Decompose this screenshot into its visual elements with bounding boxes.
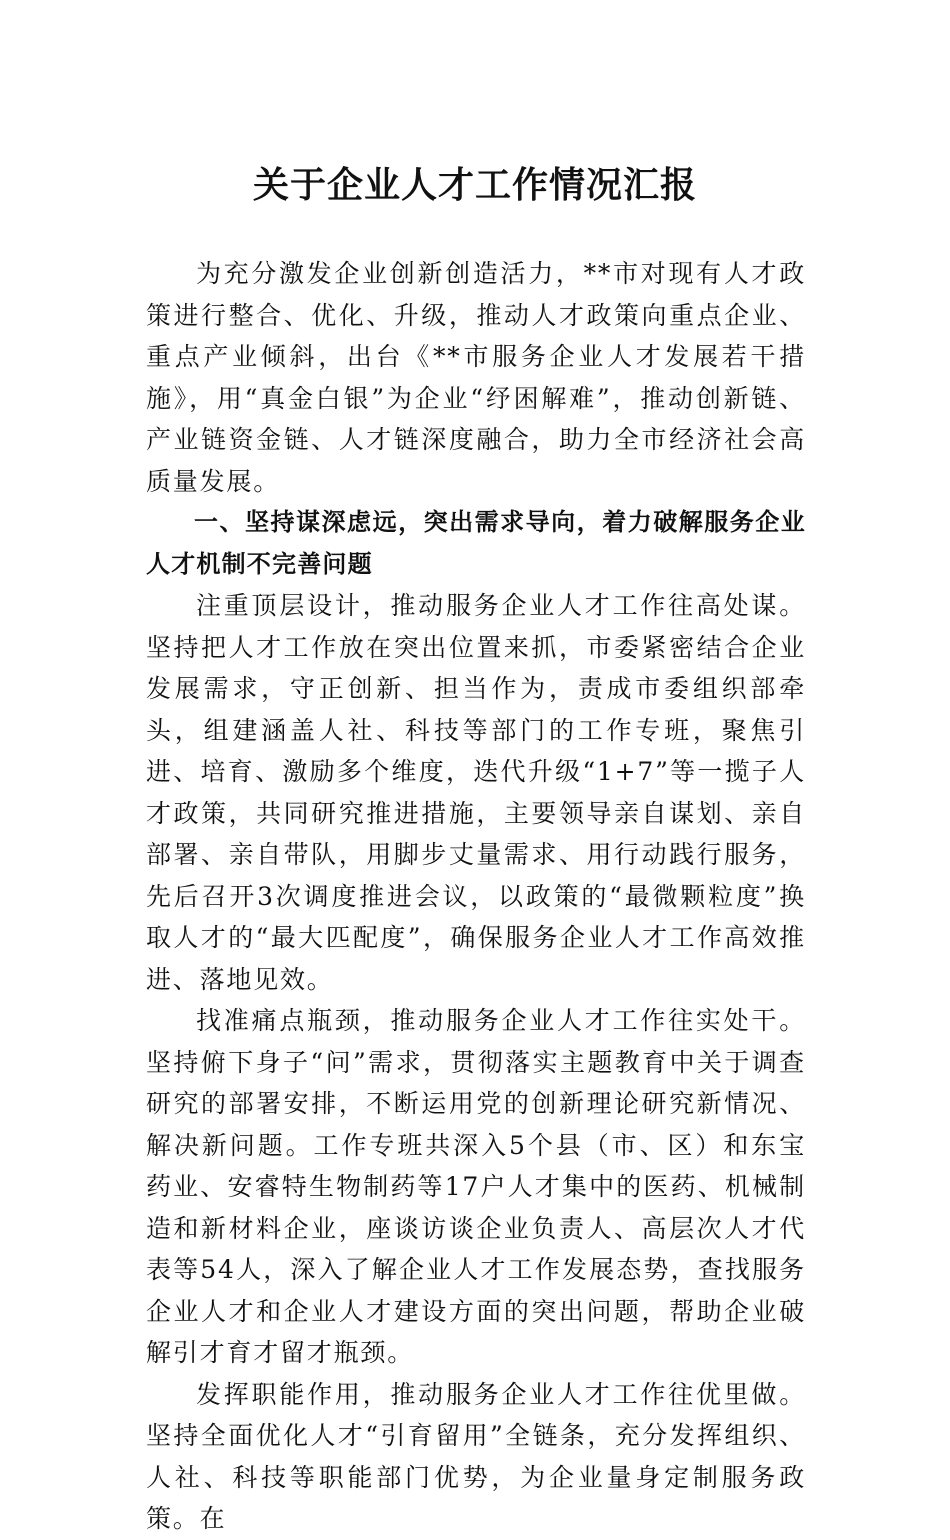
intro-paragraph: 为充分激发企业创新创造活力，**市对现有人才政策进行整合、优化、升级，推动人才政策向重点企业、重点产业倾斜，出台《**市服务企业人才发展若干措施》，用“真金白银”为企业“纾困解难”，推动创新链、产业链资金链、人才链深度融合，助力全市经济社会高质量发展。 (146, 259, 806, 496)
body-paragraph: 发挥职能作用，推动服务企业人才工作往优里做。坚持全面优化人才“引育留用”全链条，充分发挥组织、人社、科技等职能部门优势，为企业量身定制服务政策。在 (146, 1379, 806, 1533)
document-title: 关于企业人才工作情况汇报 (252, 164, 697, 206)
body-paragraph: 注重顶层设计，推动服务企业人才工作往高处谋。坚持把人才工作放在突出位置来抓，市委紧密结合企业发展需求，守正创新、担当作为，责成市委组织部牵头，组建涵盖人社、科技等部门的工作专班，聚焦引进、培育、激励多个维度，迭代升级“1+7”等一揽子人才政策，共同研究推进措施，主要领导亲自谋划、亲自部署、亲自带队，用脚步丈量需求、用行动践行服务，先后召开3次调度推进会议，以政策的“最微颗粒度”换取人才的“最大匹配度”，确保服务企业人才工作高效推进、落地见效。 (146, 591, 806, 994)
document-body (146, 253, 806, 1540)
body-paragraph: 找准痛点瓶颈，推动服务企业人才工作往实处干。坚持俯下身子“问”需求，贯彻落实主题教育中关于调查研究的部署安排，不断运用党的创新理论研究新情况、解决新问题。工作专班共深入5个县（市、区）和东宝药业、安睿特生物制药等17户人才集中的医药、机械制造和新材料企业，座谈访谈企业负责人、高层次人才代表等54人，深入了解企业人才工作发展态势，查找服务企业人才和企业人才建设方面的突出问题，帮助企业破解引才育才留才瓶颈。 (146, 1006, 806, 1367)
section-heading-1: 一、坚持谋深虑远，突出需求导向，着力破解服务企业人才机制不完善问题 (146, 508, 806, 578)
